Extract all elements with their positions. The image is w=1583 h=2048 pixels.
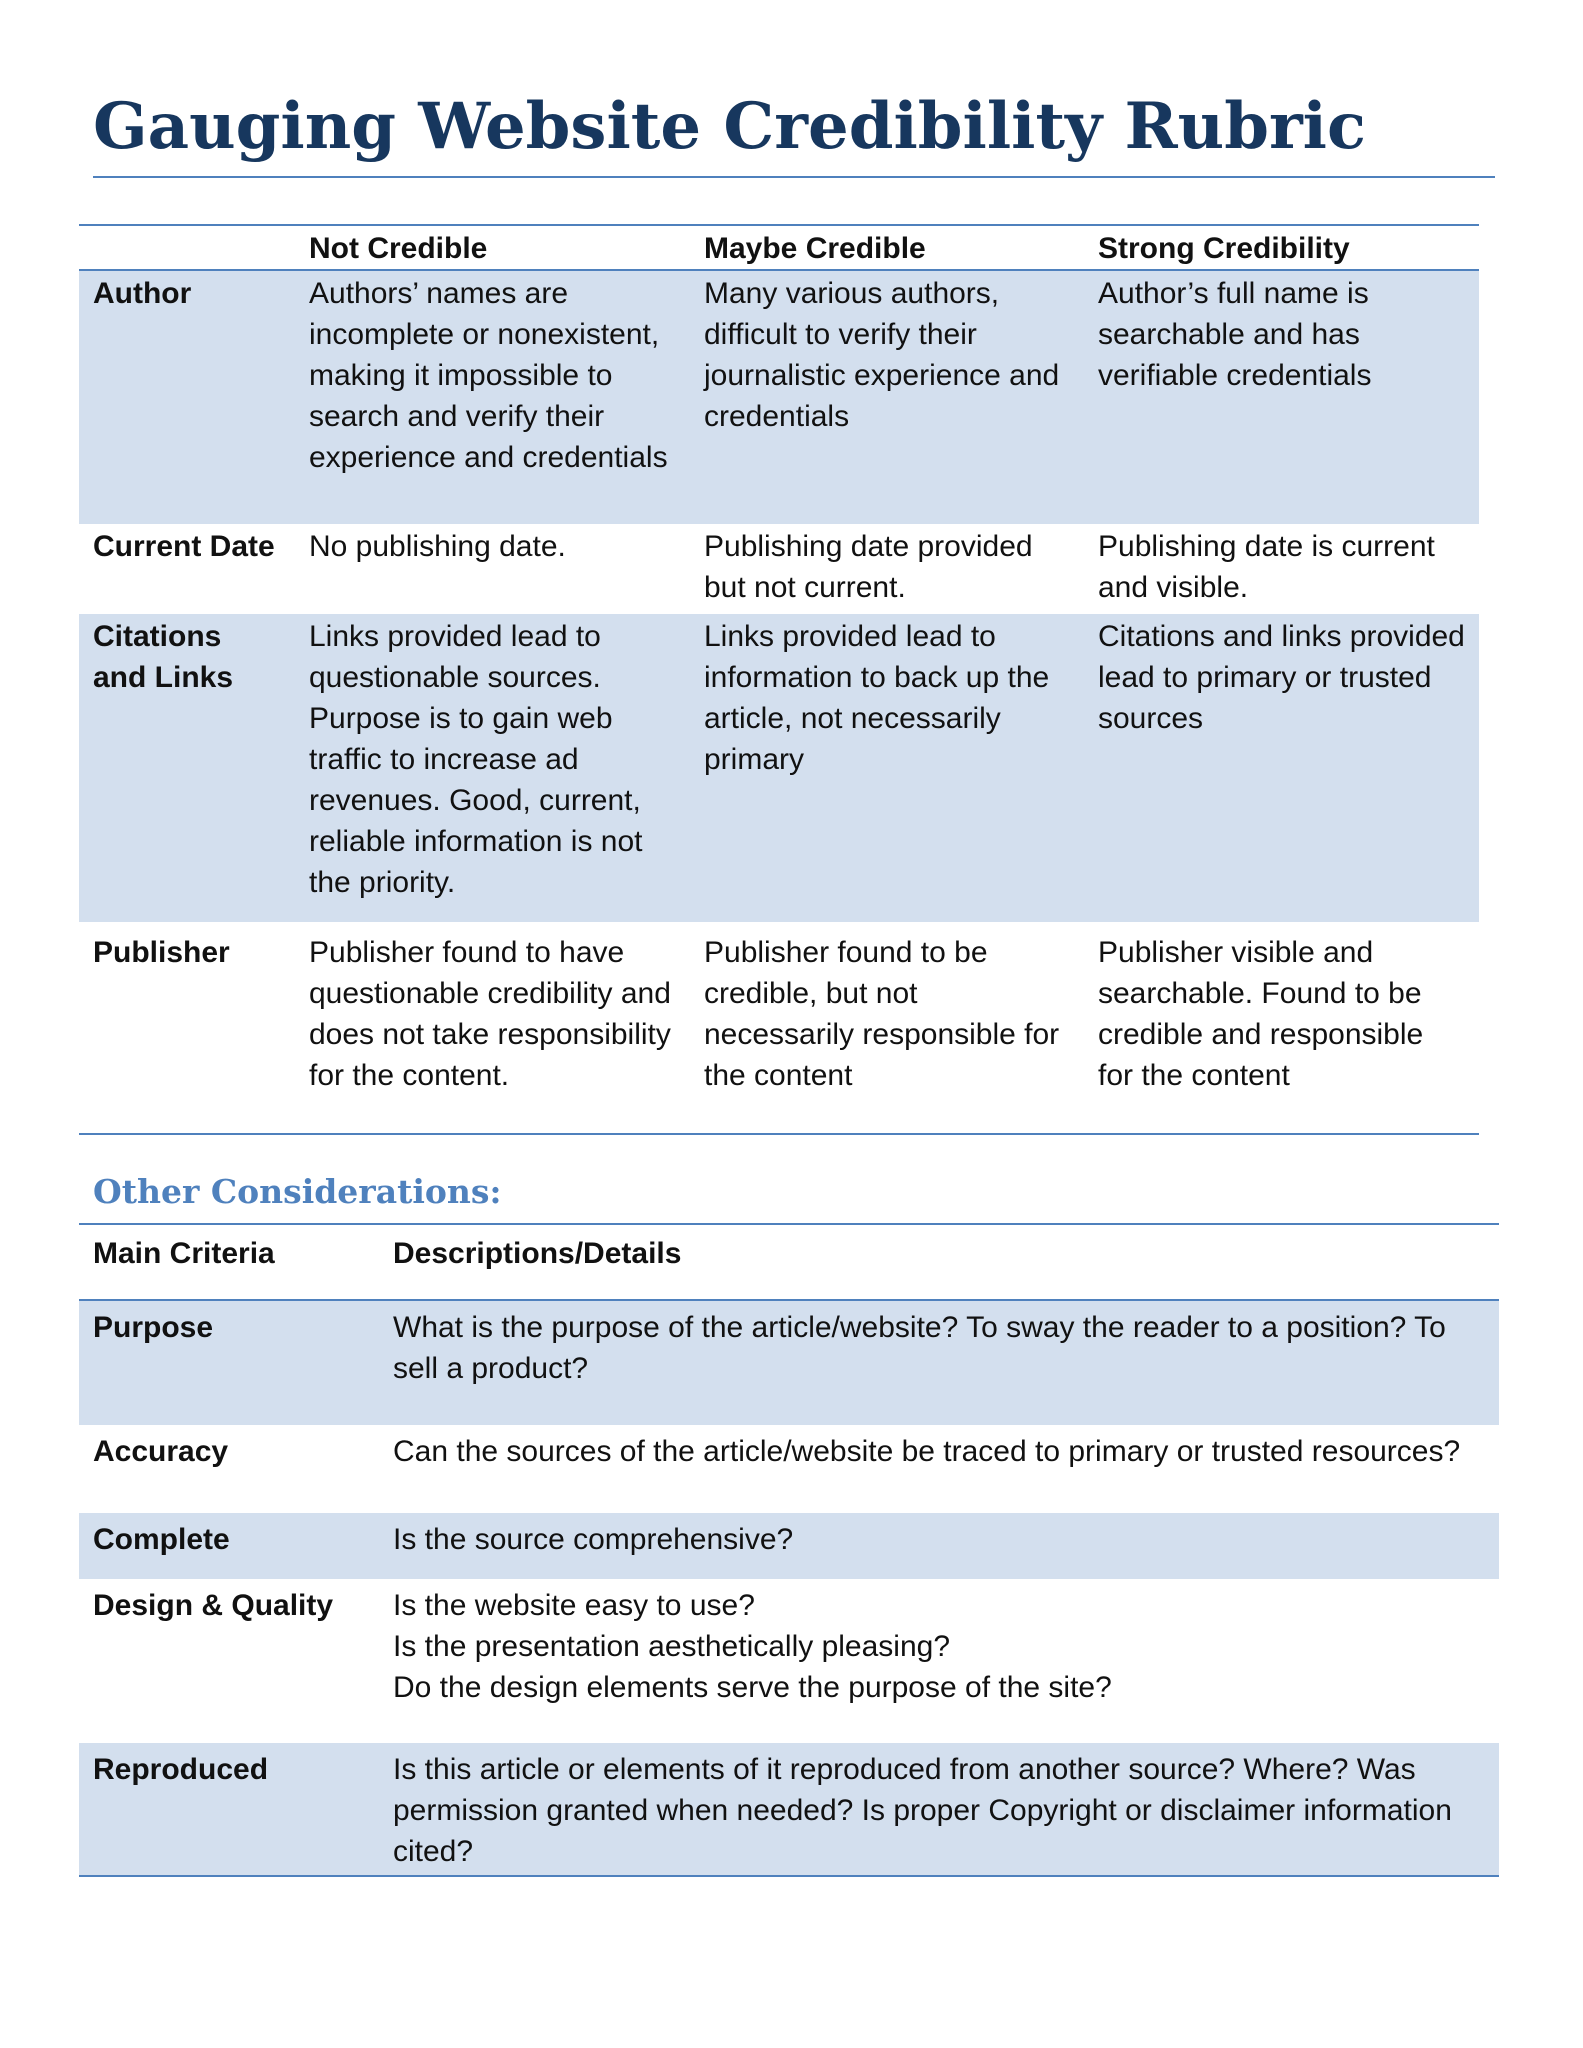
rubric-cell-strong-credibility: Publishing date is current and visible. bbox=[1098, 530, 1435, 604]
other-header-main-criteria: Main Criteria bbox=[79, 1224, 379, 1300]
detail-line: What is the purpose of the article/website? To sway the reader to a position? To sell a product? bbox=[393, 1311, 1446, 1385]
rubric-header-row bbox=[79, 225, 1479, 270]
detail-line: Is the website easy to use? bbox=[393, 1589, 755, 1622]
rubric-header-not-credible: Not Credible bbox=[295, 225, 690, 270]
rubric-cell-not-credible: Links provided lead to questionable sources. Purpose is to gain web traffic to increase ad revenues. Good, current, reliable information is not the priority. bbox=[295, 614, 690, 922]
other-row-details bbox=[379, 1300, 1499, 1425]
detail-line: Is this article or elements of it reproduced from another source? Where? Was permission granted when needed? Is proper Copyright or disclaimer information cited? bbox=[393, 1753, 1452, 1868]
other-row-details bbox=[379, 1425, 1499, 1513]
rubric-cell-not-credible: No publishing date. bbox=[309, 530, 566, 563]
other-row-accuracy bbox=[79, 1425, 1499, 1513]
other-row-complete bbox=[79, 1513, 1499, 1579]
other-row-details bbox=[379, 1743, 1499, 1876]
other-row-label: Purpose bbox=[79, 1300, 379, 1425]
detail-line: Is the source comprehensive? bbox=[393, 1523, 794, 1556]
other-considerations-heading: Other Considerations: bbox=[93, 1172, 502, 1211]
page-title: Gauging Website Credibility Rubric bbox=[93, 92, 1495, 178]
detail-line: Do the design elements serve the purpose of the site? bbox=[393, 1671, 1112, 1704]
other-row-details bbox=[379, 1579, 1499, 1743]
detail-line: Can the sources of the article/website be traced to primary or trusted resources? bbox=[393, 1435, 1461, 1468]
rubric-cell-maybe-credible: Links provided lead to information to back up the article, not necessarily primary bbox=[690, 614, 1084, 922]
rubric-row-label: Author bbox=[79, 270, 295, 524]
other-row-label: Complete bbox=[79, 1513, 379, 1579]
rubric-cell-strong-credibility: Citations and links provided lead to primary or trusted sources bbox=[1084, 614, 1479, 922]
rubric-cell-maybe-credible: Publishing date provided but not current. bbox=[704, 530, 1033, 604]
rubric-row-author bbox=[79, 270, 1479, 524]
rubric-cell-not-credible: Publisher found to have questionable credibility and does not take responsibility for the content. bbox=[309, 936, 671, 1092]
other-row-label: Reproduced bbox=[79, 1743, 379, 1876]
rubric-row-label: Publisher bbox=[93, 936, 230, 969]
other-row-label: Accuracy bbox=[93, 1435, 229, 1468]
rubric-row-label: Current Date bbox=[93, 530, 275, 563]
rubric-cell-maybe-credible: Many various authors, difficult to verify their journalistic experience and credentials bbox=[690, 270, 1084, 524]
rubric-cell-not-credible: Authors’ names are incomplete or nonexistent, making it impossible to search and verify their experience and credentials bbox=[295, 270, 690, 524]
rubric-row-label: Citations and Links bbox=[79, 614, 295, 922]
rubric-cell-strong-credibility: Author’s full name is searchable and has verifiable credentials bbox=[1084, 270, 1479, 524]
other-row-purpose bbox=[79, 1300, 1499, 1425]
other-header-row bbox=[79, 1224, 1499, 1300]
other-row-label: Design & Quality bbox=[93, 1589, 334, 1622]
other-row-reproduced bbox=[79, 1743, 1499, 1876]
rubric-cell-strong-credibility: Publisher visible and searchable. Found to be credible and responsible for the content bbox=[1098, 936, 1424, 1092]
rubric-row-publisher bbox=[79, 922, 1479, 1134]
rubric-row-citations-and-links bbox=[79, 614, 1479, 922]
detail-line: Is the presentation aesthetically pleasing? bbox=[393, 1630, 951, 1663]
rubric-header-strong-credibility: Strong Credibility bbox=[1084, 225, 1479, 270]
other-considerations-table bbox=[79, 1223, 1499, 1877]
rubric-cell-maybe-credible: Publisher found to be credible, but not necessarily responsible for the content bbox=[704, 936, 1060, 1092]
other-header-descriptions: Descriptions/Details bbox=[379, 1224, 1499, 1300]
other-row-details bbox=[379, 1513, 1499, 1579]
rubric-header-criteria bbox=[79, 225, 295, 270]
credibility-rubric-table bbox=[79, 224, 1479, 1135]
rubric-row-current-date bbox=[79, 524, 1479, 614]
rubric-header-maybe-credible: Maybe Credible bbox=[690, 225, 1084, 270]
other-row-design-quality bbox=[79, 1579, 1499, 1743]
